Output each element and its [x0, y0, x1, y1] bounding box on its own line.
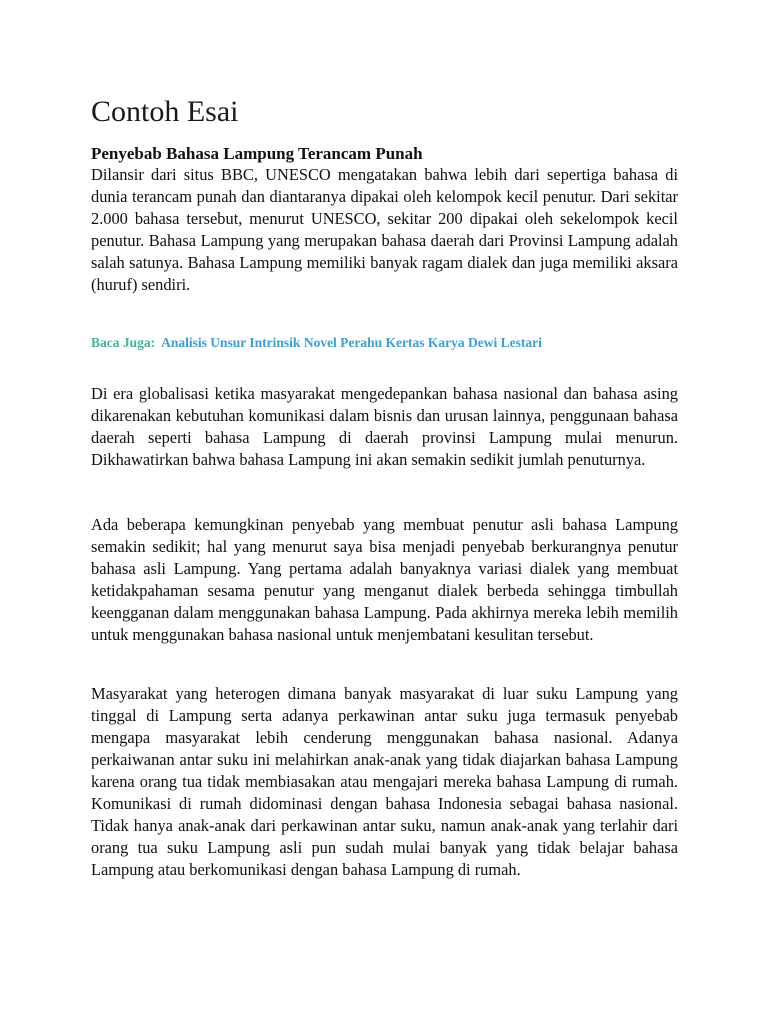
page-title: Contoh Esai	[91, 95, 239, 128]
paragraph-1: Dilansir dari situs BBC, UNESCO mengatakan bahwa lebih dari sepertiga bahasa di dunia terancam punah dan diantaranya dipakai oleh kelompok kecil penutur. Dari sekitar 2.000 bahasa tersebut, menurut UNESCO, sekitar 200 dipakai oleh sekelompok kecil penutur. Bahasa Lampung yang merupakan bahasa daerah dari Provinsi Lampung adalah salah satunya. Bahasa Lampung memiliki banyak ragam dialek dan juga memiliki aksara (huruf) sendiri.	[91, 165, 678, 294]
essay-heading: Penyebab Bahasa Lampung Terancam Punah	[91, 144, 423, 163]
paragraph-4: Masyarakat yang heterogen dimana banyak masyarakat di luar suku Lampung yang tinggal di Lampung serta adanya perkawinan antar suku juga termasuk penyebab mengapa masyarakat lebih cenderung menggunakan bahasa nasional. Adanya perkaiwanan antar suku ini melahirkan anak-anak yang tidak diajarkan bahasa Lampung karena orang tua tidak membiasakan atau mengajari mereka bahasa Lampung di rumah. Komunikasi di rumah didominasi dengan bahasa Indonesia sebagai bahasa nasional. Tidak hanya anak-anak dari perkawinan antar suku, namun anak-anak yang terlahir dari orang tua suku Lampung asli pun sudah mulai banyak yang tidak belajar bahasa Lampung atau berkomunikasi dengan bahasa Lampung di rumah.	[91, 684, 678, 879]
related-article	[91, 333, 542, 353]
related-label: Baca Juga:	[91, 335, 156, 350]
paragraph-3: Ada beberapa kemungkinan penyebab yang membuat penutur asli bahasa Lampung semakin sedikit; hal yang menurut saya bisa menjadi penyebab berkurangnya penutur bahasa asli Lampung. Yang pertama adalah banyaknya variasi dialek yang membuat ketidakpahaman sesama penutur yang menganut dialek berbeda sehingga timbullah keengganan dalam menggunakan bahasa Lampung. Pada akhirnya mereka lebih memilih untuk menggunakan bahasa nasional untuk menjembatani kesulitan tersebut.	[91, 515, 678, 644]
related-article-link[interactable]: Analisis Unsur Intrinsik Novel Perahu Kertas Karya Dewi Lestari	[161, 335, 542, 350]
paragraph-2: Di era globalisasi ketika masyarakat mengedepankan bahasa nasional dan bahasa asing dikarenakan kebutuhan komunikasi dalam bisnis dan urusan lainnya, penggunaan bahasa daerah seperti bahasa Lampung di daerah provinsi Lampung mulai menurun. Dikhawatirkan bahwa bahasa Lampung ini akan semakin sedikit jumlah penuturnya.	[91, 384, 678, 469]
